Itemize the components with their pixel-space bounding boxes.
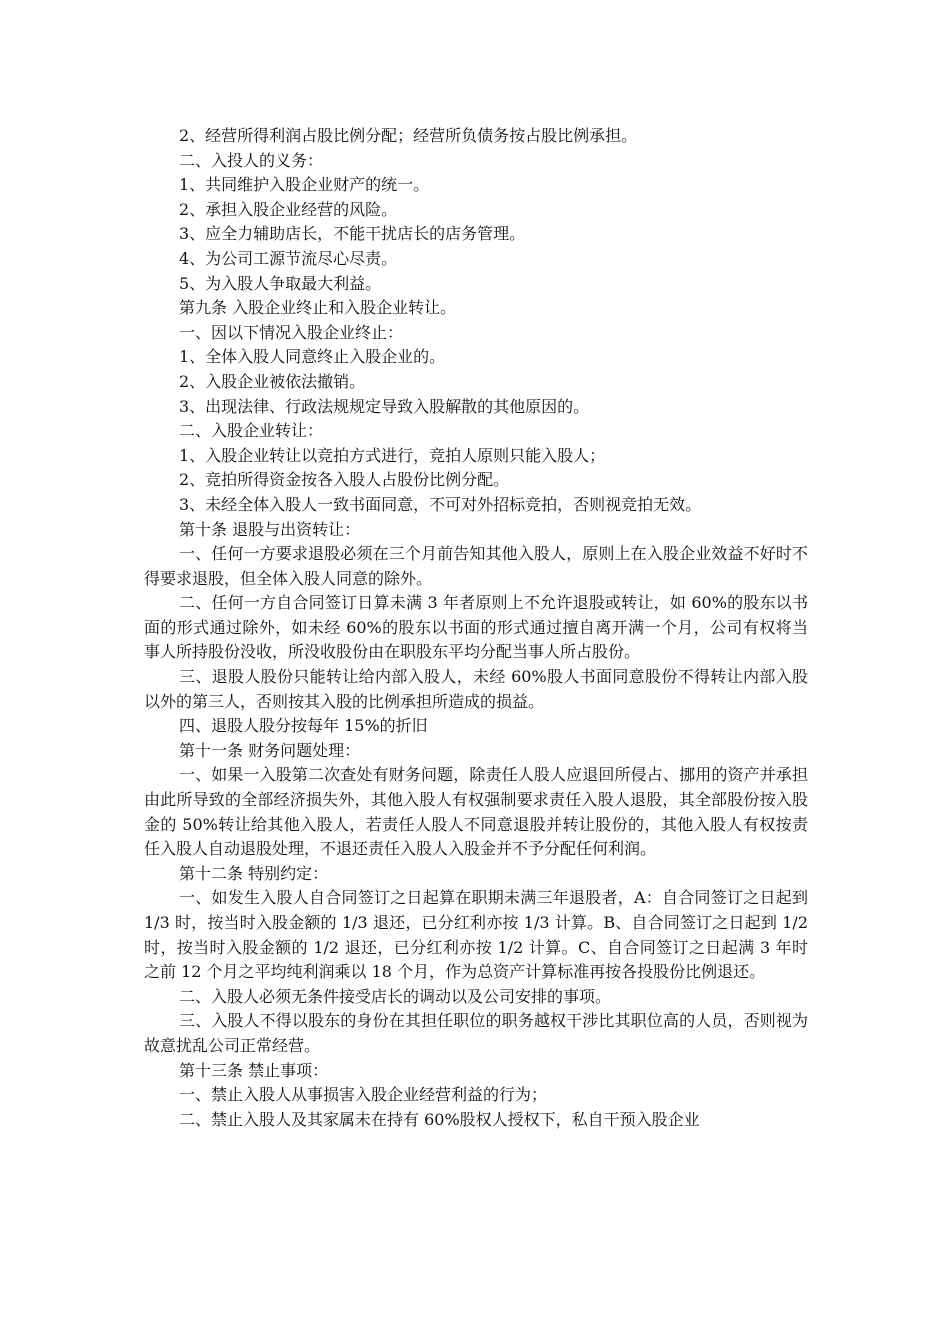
paragraph: 四、退股人股分按每年 15%的折旧 bbox=[179, 716, 428, 736]
paragraph: 一、如果一入股第二次查处有财务问题，除责任人股人应退回所侵占、挪用的资产并承担由此所导致的全部经济损失外，其他入股人有权强制要求责任入股人退股，其全部股份按入股金的 50%转让给其他入股人，若责任人股人不同意退股并转让股份的，其他入股人有权按责任入股人自动退股处理，不退还责任入股人入股金并不予分配任何利润。 bbox=[144, 765, 808, 859]
paragraph: 3、应全力辅助店长，不能干扰店长的店务管理。 bbox=[179, 224, 526, 244]
paragraph: 4、为公司工源节流尽心尽责。 bbox=[179, 248, 398, 268]
paragraph: 2、经营所得利润占股比例分配；经营所负债务按占股比例承担。 bbox=[179, 126, 638, 145]
paragraph: 二、任何一方自合同签订日算未满 3 年者原则上不允许退股或转让，如 60%的股东以书面的形式通过除外，如未经 60%的股东以书面的形式通过擅自离开满一个月，公司有权将当事人所持股份没收，所没收股份由在职股东平均分配当事人所占股份。 bbox=[144, 593, 808, 662]
paragraph: 5、为入股人争取最大利益。 bbox=[179, 273, 382, 293]
paragraph: 二、禁止入股人及其家属未在持有 60%股权人授权下，私自干预入股企业 bbox=[179, 1109, 700, 1129]
paragraph: 2、承担入股企业经营的风险。 bbox=[179, 199, 398, 219]
article-heading: 第九条 入股企业终止和入股企业转让。 bbox=[179, 298, 457, 318]
section-heading: 二、入投人的义务： bbox=[179, 150, 324, 170]
paragraph: 2、竞拍所得资金按各入股人占股份比例分配。 bbox=[179, 470, 510, 490]
article-heading: 第十一条 财务问题处理： bbox=[179, 740, 361, 760]
section-heading: 二、入股企业转让： bbox=[179, 421, 324, 441]
document-body bbox=[144, 124, 808, 1132]
paragraph: 2、入股企业被依法撤销。 bbox=[179, 371, 366, 391]
article-heading: 第十二条 特别约定： bbox=[179, 863, 329, 883]
paragraph: 一、禁止入股人从事损害入股企业经营利益的行为； bbox=[179, 1085, 548, 1105]
paragraph: 1、共同维护入股企业财产的统一。 bbox=[179, 175, 430, 195]
paragraph: 三、入股人不得以股东的身份在其担任职位的职务越权干涉比其职位高的人员，否则视为故意扰乱公司正常经营。 bbox=[144, 1011, 808, 1055]
paragraph: 一、任何一方要求退股必须在三个月前告知其他入股人，原则上在入股企业效益不好时不得要求退股，但全体入股人同意的除外。 bbox=[144, 544, 808, 588]
paragraph: 一、如发生入股人自合同签订之日起算在职期未满三年退股者，A：自合同签订之日起到 1/3 时，按当时入股金额的 1/3 退还，已分红利亦按 1/3 计算。B、自合同签订之日起到 1/2 时，按当时入股金额的 1/2 退还，已分红利亦按 1/2 计算。C、自合同签订之日起满 3 年时之前 12 个月之平均纯利润乘以 18 个月，作为总资产计算标准再按各投股份比例退还。 bbox=[144, 888, 808, 982]
paragraph: 二、入股人必须无条件接受店长的调动以及公司安排的事项。 bbox=[179, 986, 612, 1006]
paragraph: 三、退股人股份只能转让给内部入股人，未经 60%股人书面同意股份不得转让内部入股以外的第三人，否则按其入股的比例承担所造成的损益。 bbox=[144, 667, 808, 711]
paragraph: 1、入股企业转让以竞拍方式进行，竞拍人原则只能入股人； bbox=[179, 445, 606, 465]
article-heading: 第十三条 禁止事项： bbox=[179, 1060, 329, 1080]
article-heading: 第十条 退股与出资转让： bbox=[179, 519, 361, 539]
paragraph: 3、未经全体入股人一致书面同意，不可对外招标竞拍，否则视竞拍无效。 bbox=[179, 494, 702, 514]
paragraph: 1、全体入股人同意终止入股企业的。 bbox=[179, 347, 446, 367]
paragraph: 3、出现法律、行政法规规定导致入股解散的其他原因的。 bbox=[179, 396, 590, 416]
section-heading: 一、因以下情况入股企业终止： bbox=[179, 322, 404, 342]
